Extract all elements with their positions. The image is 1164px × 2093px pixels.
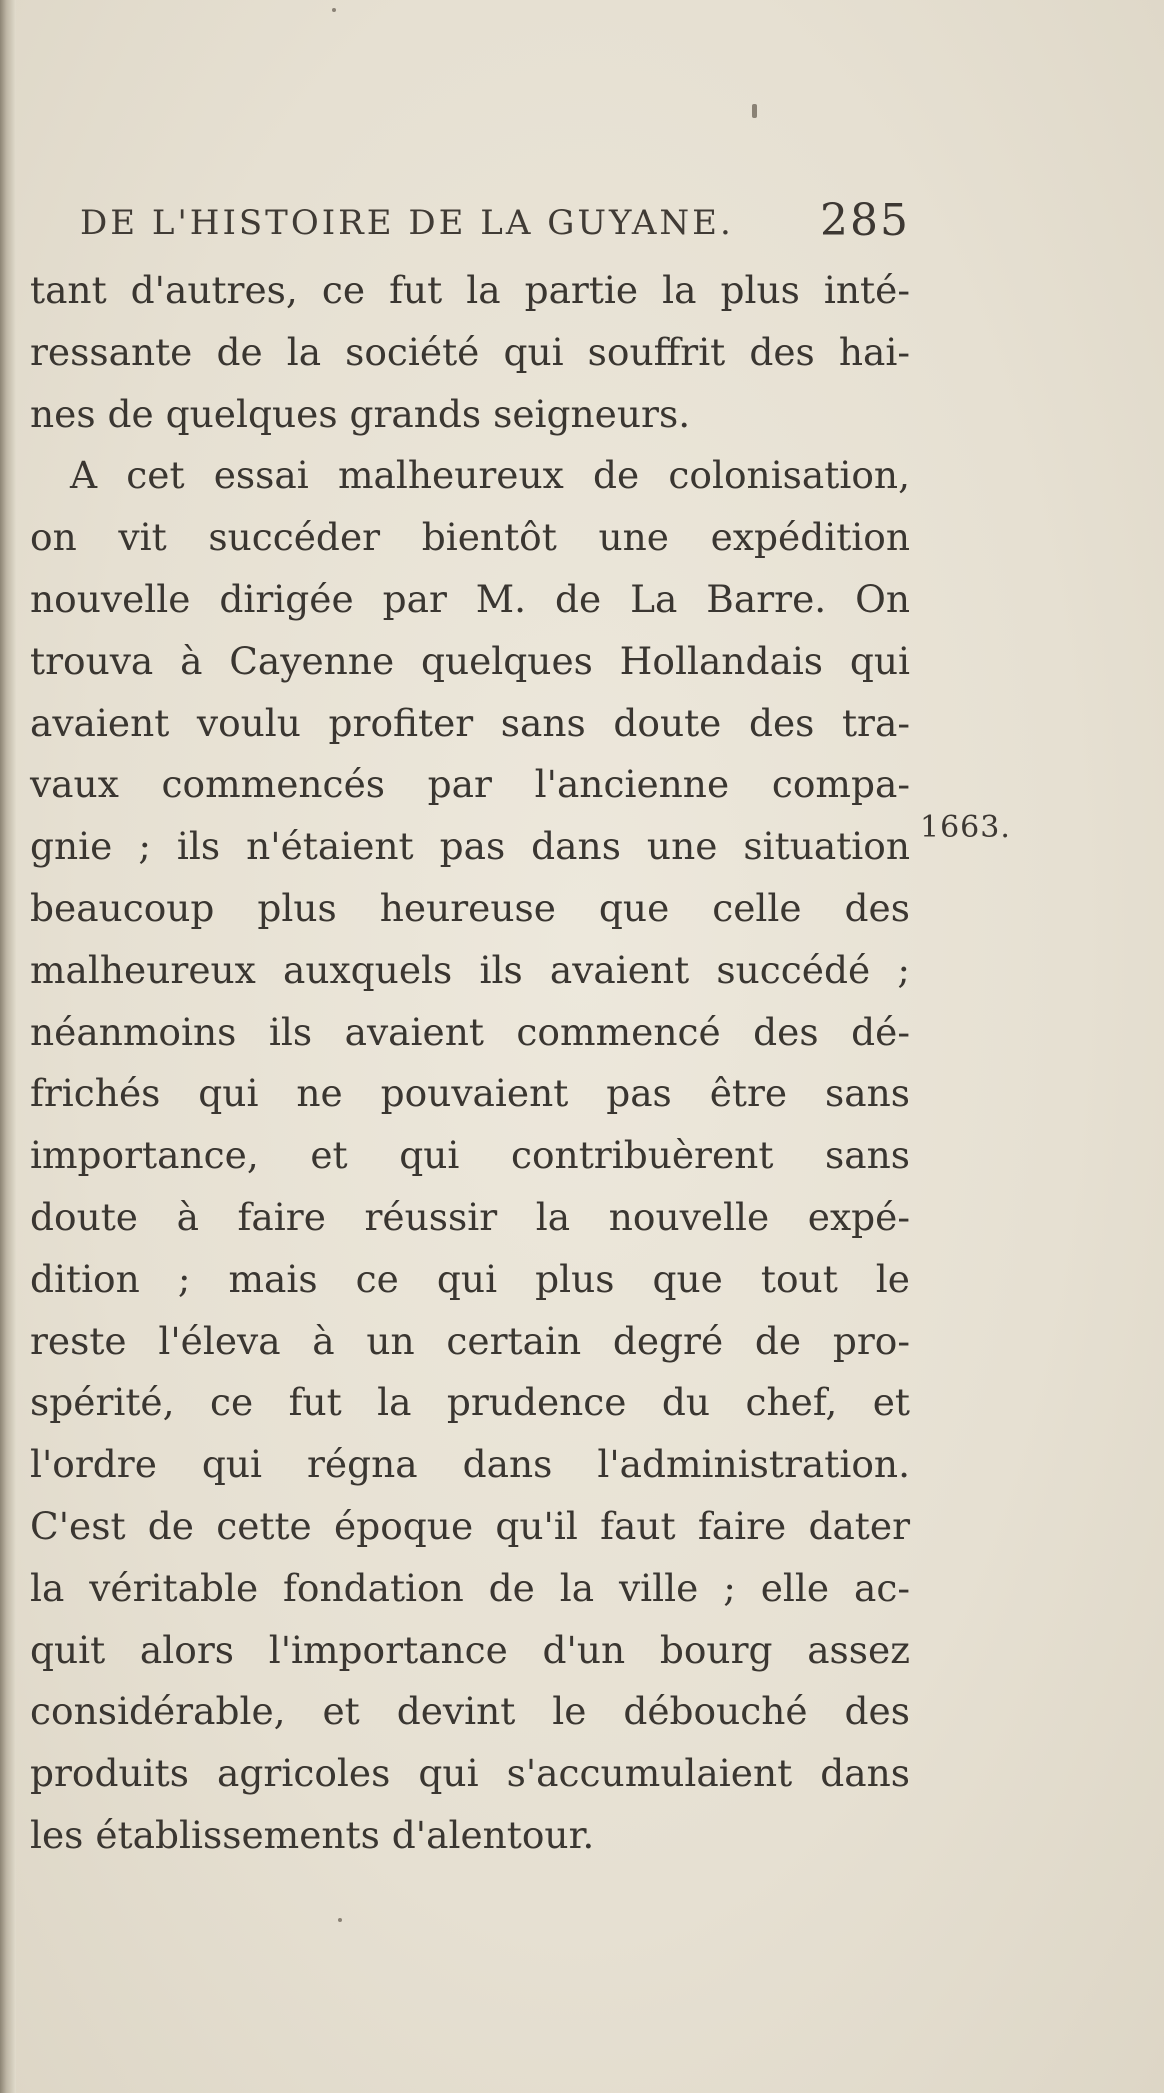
text-line: produits agricoles qui s'accumulaient dans: [30, 1751, 910, 1796]
text-line: nes de quelques grands seigneurs.: [30, 391, 691, 436]
text-line: frichés qui ne pouvaient pas être sans: [30, 1071, 910, 1116]
margin-note-year: 1663.: [920, 810, 1011, 845]
text-line: gnie ; ils n'étaient pas dans une situation: [30, 824, 910, 869]
text-line: considérable, et devint le débouché des: [30, 1689, 910, 1734]
text-line: importance, et qui contribuèrent sans: [30, 1133, 910, 1178]
text-line: les établissements d'alentour.: [30, 1812, 595, 1857]
text-line: dition ; mais ce qui plus que tout le: [30, 1256, 910, 1301]
paper-speck: [332, 8, 336, 12]
paper-speck: [752, 104, 757, 118]
text-line: doute à faire réussir la nouvelle expé-: [30, 1194, 910, 1239]
text-line: C'est de cette époque qu'il faut faire dater: [30, 1503, 910, 1548]
running-head-title: DE L'HISTOIRE DE LA GUYANE.: [80, 203, 734, 243]
binding-edge: [0, 0, 16, 2093]
paper-speck: [338, 1918, 342, 1922]
body-text: [30, 260, 910, 1867]
text-line: reste l'éleva à un certain degré de pro-: [30, 1318, 910, 1363]
text-line: A cet essai malheureux de colonisation,: [70, 453, 910, 498]
text-line: trouva à Cayenne quelques Hollandais qui: [30, 638, 910, 683]
text-line: vaux commencés par l'ancienne compa-: [30, 762, 910, 807]
text-line: nouvelle dirigée par M. de La Barre. On: [30, 576, 910, 621]
text-line: néanmoins ils avaient commencé des dé-: [30, 1009, 910, 1054]
page-number: 285: [820, 195, 910, 246]
text-line: tant d'autres, ce fut la partie la plus inté-: [30, 268, 910, 312]
running-head: [80, 195, 910, 255]
text-line: la véritable fondation de la ville ; elle ac-: [30, 1565, 910, 1610]
text-line: on vit succéder bientôt une expédition: [30, 515, 910, 560]
text-line: avaient voulu profiter sans doute des tra-: [30, 700, 910, 745]
text-line: beaucoup plus heureuse que celle des: [30, 885, 910, 930]
text-line: l'ordre qui régna dans l'administration.: [30, 1442, 910, 1487]
text-line: quit alors l'importance d'un bourg assez: [30, 1627, 910, 1672]
text-line: malheureux auxquels ils avaient succédé ;: [30, 947, 910, 992]
text-line: spérité, ce fut la prudence du chef, et: [30, 1380, 910, 1425]
text-line: ressante de la société qui souffrit des hai-: [30, 329, 910, 374]
